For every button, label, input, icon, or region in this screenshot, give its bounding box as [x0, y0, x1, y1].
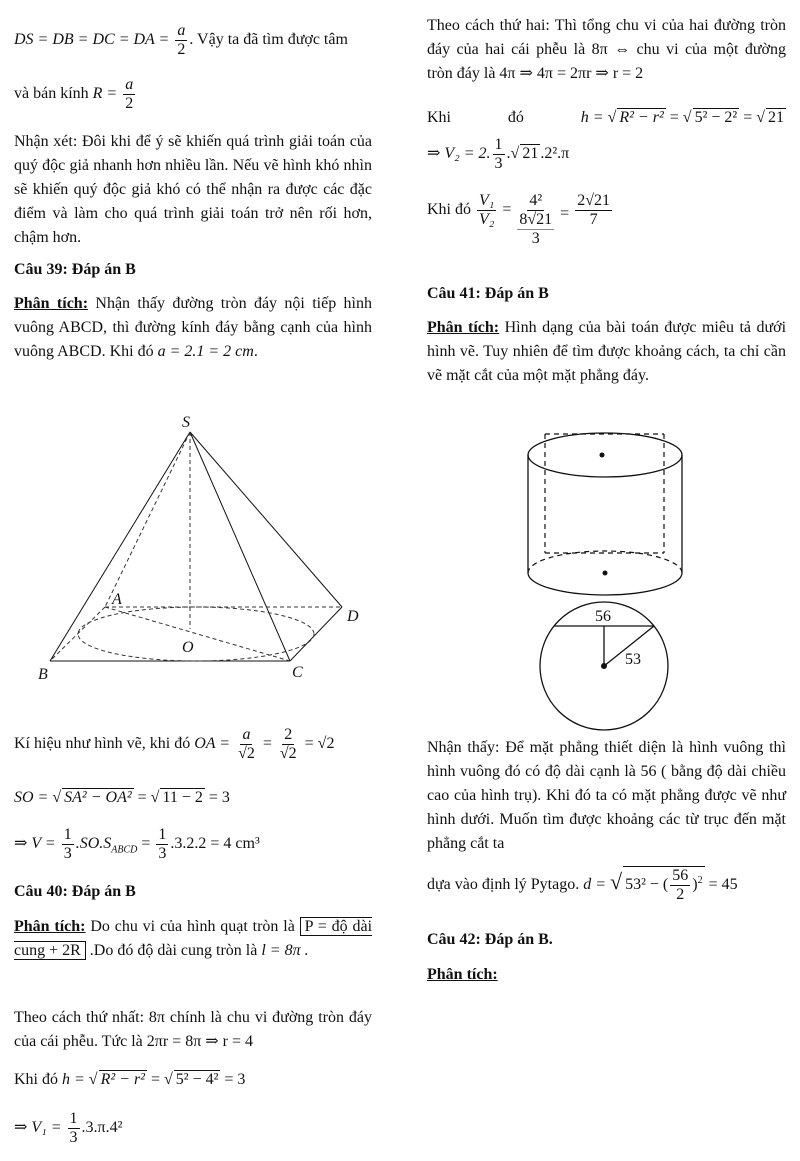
fraction: $\frac{56}{2}$ [672, 867, 689, 903]
fraction: $\frac{a}{√2}$ [238, 726, 255, 762]
ds-equation-line [14, 22, 372, 59]
remark-paragraph: Nhận xét: Đôi khi để ý sẽ khiến quá trình giải toán của quý độc giả nhanh hơn nhiều lần. Nếu vẽ hình khó nhìn sẽ khiến quý độc giả khó có thể nhận ra được các đặc điểm và làm cho quá trình giải toán trở nên rối hơn, chậm hơn. [14, 133, 372, 246]
radius-label: 53 [625, 651, 641, 668]
radius-eq: R = [92, 85, 118, 103]
edge-SC [190, 432, 290, 661]
compound-fraction: 4² 8√21 3 [519, 192, 553, 247]
v2-equation: ⇒ V₂ = 2. $\frac{1}{3}$ .√ 21 .2².π [427, 136, 570, 172]
analysis-label: Phân tích: [427, 319, 500, 336]
q39-analysis-text: Nhận thấy đường tròn đáy nội tiếp hình vuông ABCD, thì đường kính đáy bằng cạnh của hình vuông ABCD. Khi đó [14, 295, 372, 360]
so-equation: SO = √ SA² − OA² = √ 11 − 2 = 3 [14, 789, 230, 806]
oa-result: = √2 [304, 735, 335, 753]
label-S: S [182, 414, 190, 431]
ratio-equation: Khi đó $\frac{\text{V₁}}{\text{V₂}}$ = 4² 8√21 3 = $\frac{2√21}{7}$ [427, 192, 610, 247]
pythagoras-equation: dựa vào định lý Pytago. d = √ 53² − ( $\frac{56}{2}$ )$^2$ = 45 [427, 867, 738, 903]
oa-text: Kí hiệu như hình vẽ, khi đó [14, 735, 191, 753]
q39-analysis: Phân tích: Nhận thấy đường tròn đáy nội tiếp hình vuông ABCD, thì đường kính đáy bằng cạnh của hình vuông ABCD. Khi đó a = 2.1 = 2 cm. [14, 295, 372, 360]
label-A: A [112, 591, 122, 608]
v1-equation: ⇒ V₁ = $\frac{1}{3}$ .3.π.4² [14, 1110, 123, 1146]
cylinder-diagram [500, 418, 700, 734]
analysis-label: Phân tích: [14, 918, 86, 935]
volume-equation: ⇒ V = $\frac{1}{3}$ $.SO.S_{ABCD}$ = $\frac{1}{3}$ .3.2.2 = 4 cm³ [14, 826, 260, 862]
radicand: 11 − 2 [162, 789, 203, 806]
cylinder-bottom-back [528, 551, 682, 573]
top-center-dot [600, 453, 605, 458]
edge-SB [50, 432, 190, 661]
label-D: D [347, 608, 359, 625]
q42-heading: Câu 42: Đáp án B. [427, 931, 553, 948]
h2-equation: Khi đó h = √ R² − r² = √ 5² − 2² = √ 21 [427, 109, 784, 126]
label-C: C [292, 664, 303, 681]
diagonal-AC [105, 607, 290, 661]
edge-CD [290, 607, 342, 661]
radius-line [14, 76, 372, 113]
fraction: $\frac{1}{3}$ [69, 1110, 78, 1146]
analysis-label: Phân tích: [427, 966, 498, 983]
q40-heading: Câu 40: Đáp án B [14, 883, 136, 900]
analysis-label: Phân tích: [14, 295, 89, 312]
radicand: SA² − OA² [64, 789, 132, 806]
fraction: $\frac{1}{3}$ [494, 136, 503, 172]
way2-paragraph: Theo cách thứ hai: Thì tổng chu vi của hai đường tròn đáy của hai cái phễu là 8π ⇔ chu vi của một đường tròn đáy là 4π ⇒ 4π = 2πr ⇒ r = 2 [427, 17, 786, 82]
arc-length: l = 8π . [261, 942, 309, 959]
pyramid-diagram [0, 405, 400, 690]
q40-analysis: Phân tích: Do chu vi của hình quạt tròn là P = độ dài cung + 2R .Do đó độ dài cung tròn là l = 8π . [14, 918, 373, 959]
cylinder-top-ellipse [528, 433, 682, 477]
circle-center-dot [601, 663, 607, 669]
center-found-text: . Vậy ta đã tìm được tâm [189, 31, 348, 49]
observe-paragraph: Nhận thấy: Để mặt phẳng thiết diện là hình vuông thì hình vuông đó có độ dài cạnh là 56 ( bằng độ dài chiều cao của hình trụ). Khi đó ta có mặt phẳng được vẽ như hình dưới. Muốn tìm được khoảng các từ trục đến mặt phẳng cắt ta [427, 739, 786, 852]
radius-text: và bán kính [14, 85, 89, 103]
fraction-a-over-2: $\frac{a}{2}$ [125, 76, 134, 112]
label-O: O [182, 639, 194, 656]
edge-SD [190, 432, 342, 607]
cylinder-bottom-front [528, 573, 682, 595]
fraction: $\frac{1}{3}$ [158, 826, 167, 862]
oa-eq: OA = [194, 735, 231, 753]
oa-equation-line: Kí hiệu như hình vẽ, khi đó OA = $\frac{a}{√2}$ = $\frac{2}{√2}$ = √2 [14, 726, 335, 762]
perimeter-formula-box: P = độ dài cung + 2R [14, 918, 373, 959]
q41-heading: Câu 41: Đáp án B [427, 285, 549, 302]
chord-label: 56 [595, 608, 611, 625]
fraction: $\frac{2}{√2}$ [279, 726, 297, 762]
ds-equation: DS = DB = DC = DA = [14, 31, 170, 49]
fraction-v1-v2: $\frac{\text{V₁}}{\text{V₂}}$ [479, 192, 495, 228]
label-B: B [38, 666, 48, 683]
q41-analysis: Phân tích: Hình dạng của bài toán được miêu tả dưới hình vẽ. Tuy nhiên để tìm được khoảng cách, ta chỉ cần vẽ mặt cắt của một mặt phẳng đáy. [427, 319, 787, 384]
fraction: $\frac{1}{3}$ [63, 826, 72, 862]
fraction-a-over-2: $\frac{a}{2}$ [177, 22, 186, 58]
q39-eq-a: a = 2.1 = 2 cm [157, 343, 254, 360]
q42-analysis [427, 963, 786, 987]
fraction: $\frac{2√21}{7}$ [577, 192, 610, 228]
edge-SA [105, 432, 190, 607]
way1-paragraph: Theo cách thứ nhất: 8π chính là chu vi đường tròn đáy của cái phễu. Tức là 2πr = 8π ⇒ r = 4 [14, 1009, 372, 1050]
bottom-center-dot [603, 571, 608, 576]
q39-heading: Câu 39: Đáp án B [14, 261, 136, 278]
h1-equation: Khi đó h = √ R² − r² = √ 5² − 4² = 3 [14, 1071, 246, 1088]
